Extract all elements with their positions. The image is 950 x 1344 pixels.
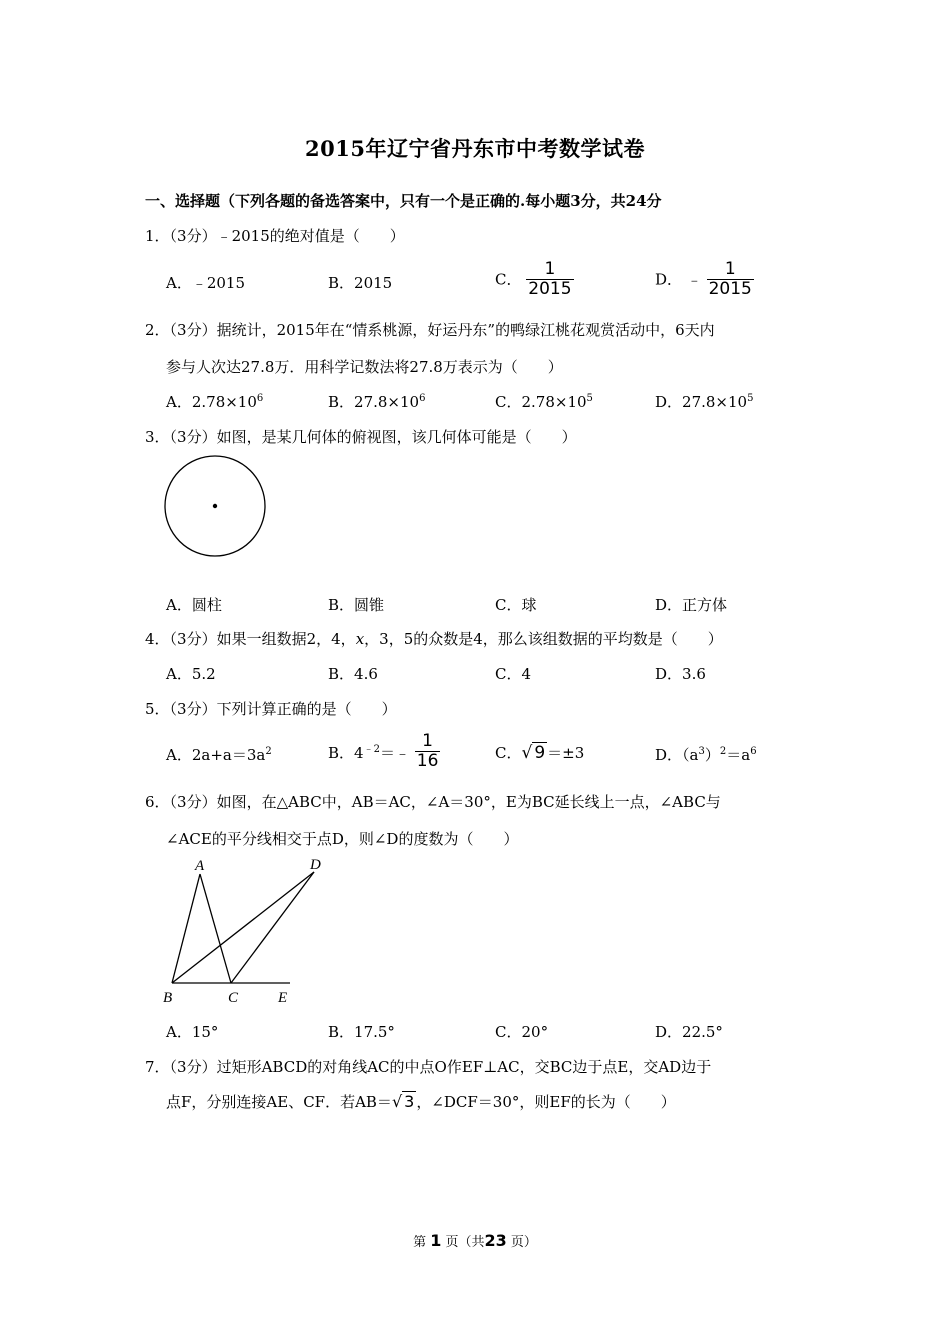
q6-option-b: B．17.5° — [328, 1023, 395, 1041]
total-pages: 23 — [484, 1231, 507, 1250]
question-2-line1: 2．（3分）据统计，2015年在“情系桃源，好运丹东”的鸭绿江桃花观赏活动中，6天内 — [145, 321, 715, 339]
q1-option-c: C． $\frac{1}{2015}$ — [495, 259, 572, 299]
page-title: 2015年辽宁省丹东市中考数学试卷 — [305, 136, 645, 161]
q6-option-c: C．20° — [495, 1023, 549, 1041]
q4-option-b: B．4.6 — [328, 665, 378, 683]
label-a: A — [195, 858, 205, 874]
q6-option-d: D．22.5° — [655, 1023, 723, 1041]
q5-option-c: C．√ 9 ＝±3 — [495, 743, 585, 763]
q1-c-numerator: 1 — [544, 259, 556, 279]
question-1-stem: 1．（3分）﹣2015的绝对值是（ ） — [145, 227, 405, 245]
question-2-line2: 参与人次达27.8万．用科学记数法将27.8万表示为（ ） — [166, 358, 563, 376]
q1-option-b: B．2015 — [328, 274, 393, 292]
segment-ab — [172, 874, 200, 983]
q4-option-c: C．4 — [495, 665, 532, 683]
q5-option-a: A．$2a+a=3a^2$ — [166, 746, 272, 764]
q6-triangle-figure — [158, 852, 338, 1010]
page-number: 1 — [430, 1231, 442, 1250]
q4-option-a: A．5.2 — [166, 665, 216, 683]
q2-option-b: B．$27.8\times 10^6$ — [328, 393, 426, 411]
q3-option-c: C．球 — [495, 596, 537, 614]
q5-option-b: B．$4^{﹣2}=﹣$ $\frac{1}{16}$ — [328, 731, 439, 771]
question-5-stem: 5．（3分）下列计算正确的是（ ） — [145, 700, 397, 718]
q3-option-a: A．圆柱 — [166, 596, 222, 614]
label-d: D — [310, 857, 321, 873]
label-c: C — [228, 990, 239, 1006]
q1-option-d: D． ﹣ $\frac{1}{2015}$ — [655, 259, 752, 299]
q1-c-denominator: 2015 — [528, 278, 572, 299]
segment-ac — [200, 874, 231, 983]
q5-option-d: D．$(a^3)^2=a^6$ — [655, 746, 757, 764]
q2-option-a: A．$2.78\times 10^6$ — [166, 393, 264, 411]
q6-option-a: A．15° — [166, 1023, 219, 1041]
q1-option-a: A．﹣2015 — [166, 274, 246, 292]
q5-b-denominator: 16 — [416, 750, 439, 771]
q4-option-d: D．3.6 — [655, 665, 706, 683]
q5-b-numerator: 1 — [422, 731, 433, 751]
q3-option-d: D．正方体 — [655, 596, 728, 614]
q3-option-b: B．圆锥 — [328, 596, 385, 614]
q1-d-numerator: 1 — [724, 259, 736, 279]
q3-top-view-figure — [162, 454, 268, 560]
q2-option-d: D．$27.8\times 10^5$ — [655, 393, 754, 411]
label-e: E — [278, 990, 288, 1006]
question-7-line1: 7．（3分）过矩形ABCD的对角线AC的中点O作EF⊥AC，交BC边于点E，交AD边于 — [145, 1058, 712, 1076]
page-footer: 第 1 页（共23 页） — [413, 1231, 537, 1250]
q1-d-denominator: 2015 — [708, 278, 752, 299]
section-heading: 一、选择题（下列各题的备选答案中，只有一个是正确的.每小题3分，共24分 — [145, 192, 662, 210]
q2-option-c: C．$2.78\times 10^5$ — [495, 393, 593, 411]
question-7-line2: 点F，分别连接AE、CF．若AB＝√ 3 ，∠DCF＝30°，则EF的长为（ ） — [166, 1092, 676, 1111]
circle-center-dot — [213, 504, 217, 508]
question-6-line1: 6．（3分）如图，在△ABC中，AB＝AC，∠A＝30°，E为BC延长线上一点，∠ABC与 — [145, 793, 721, 811]
question-6-line2: ∠ACE的平分线相交于点D，则∠D的度数为（ ） — [166, 830, 519, 848]
question-4-stem: 4．（3分）如果一组数据2，4，x，3，5的众数是4，那么该组数据的平均数是（ ） — [145, 630, 723, 648]
question-3-stem: 3．（3分）如图，是某几何体的俯视图，该几何体可能是（ ） — [145, 428, 577, 446]
label-b: B — [163, 990, 173, 1006]
